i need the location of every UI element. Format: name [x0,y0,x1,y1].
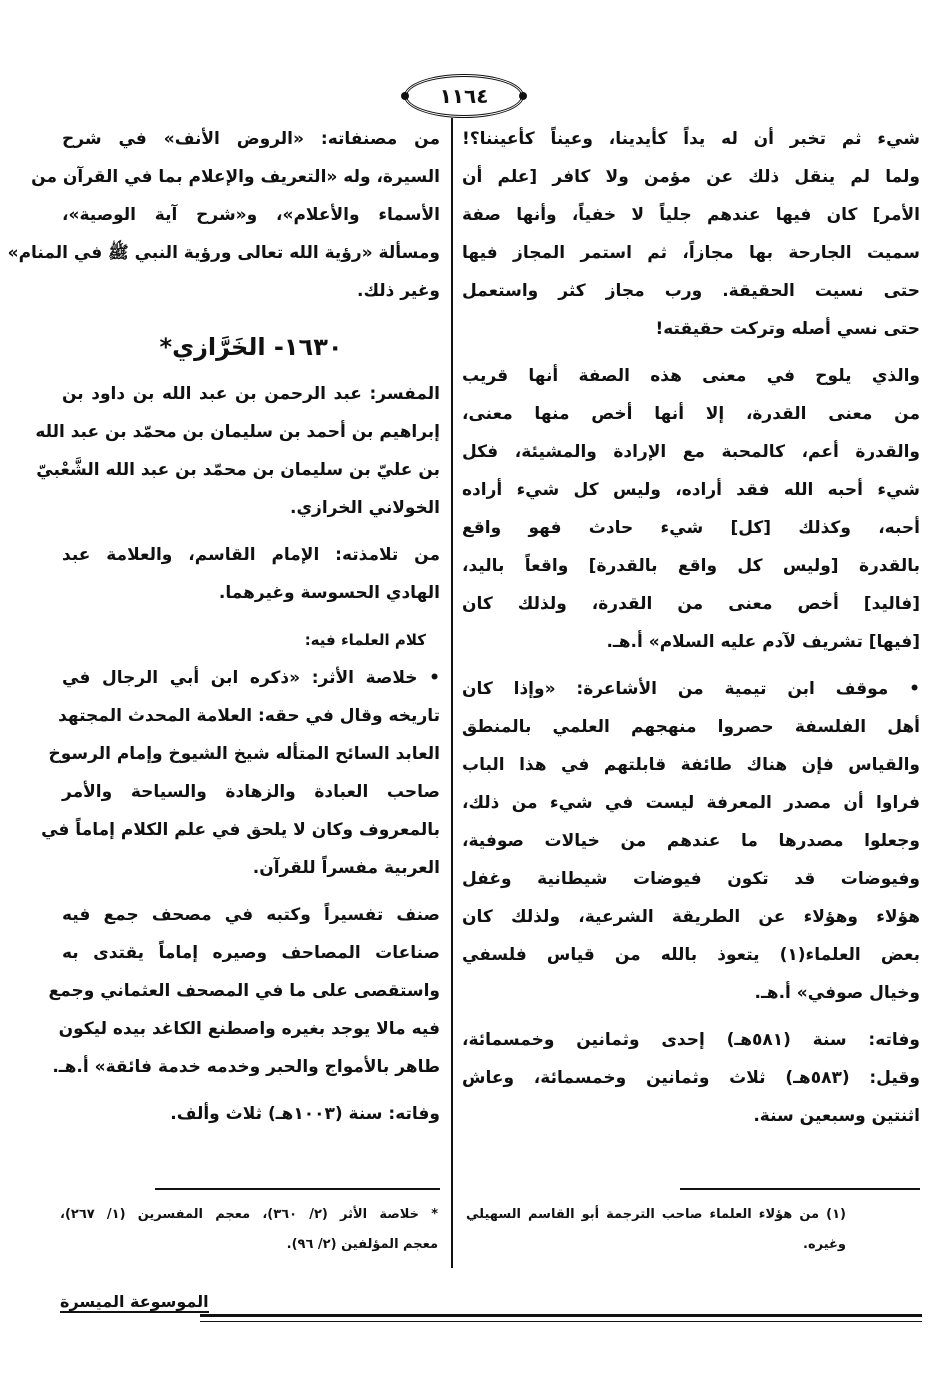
text-line: العابد السائح المتأله شيخ الشيوخ وإمام الرسوخ [48,744,440,764]
text-line: وغيره. [803,1237,846,1252]
text-line: فراوا أن مصدر المعرفة ليست في شيء من ذلك، [462,793,920,813]
text-line: [فيها] تشريف لآدم عليه السلام» أ.هـ. [606,632,920,652]
text-line: بالقدرة [وليس كل واقع بالقدرة] واقعاً باليد، [462,556,920,576]
text-line: * خلاصة الأثر (٢/ ٣٦٠)، معجم المفسرين (١/ ٢٦٧)، [60,1207,438,1222]
footnote-rule-right [680,1188,920,1190]
text-line: من معنى القدرة، إلا أنها أخص منها معنى، [462,404,920,424]
text-line: الأمر] كان فيها عندهم جلياً لا خفياً، وأنها صفة [462,205,920,225]
text-line: وفاته: سنة (١٠٠٣هـ) ثلاث وألف. [170,1104,440,1124]
text-line: بن عليّ بن سليمان بن محمّد بن عبد الله الشَّعْبيّ [36,460,440,480]
name-paragraph [35,375,440,527]
right-column [462,120,920,1144]
text-line: معجم المؤلفين (٢/ ٩٦). [286,1237,438,1252]
text-line: حتى نسي أصله وتركت حقيقته! [655,319,920,339]
column-divider [451,118,453,1268]
text-line: والقدرة أعم، كالمحبة مع الإرادة والمشيئة، فكل [462,442,920,462]
paragraph [462,120,920,348]
text-line: سميت الجارحة بها مجازاً، ثم استمر المجاز فيها [462,243,920,263]
text-line: والذي يلوح في معنى هذه الصفة أنها قريب [462,366,920,386]
text-line: طاهر بالأمواج والحبر وخدمه خدمة فائقة» أ.هـ. [52,1057,440,1077]
paragraph [462,1021,920,1135]
text-line: (١) من هؤلاء العلماء صاحب الترجمة أبو القاسم السهيلي [466,1207,846,1222]
text-line: العربية مفسراً للقرآن. [252,858,440,878]
death-paragraph [62,1095,440,1133]
intro-paragraph [7,120,440,310]
text-line: وفاته: سنة (٥٨١هـ) إحدى وثمانين وخمسمائة، [462,1030,920,1050]
text-line: حتى نسيت الحقيقة. ورب مجاز كثر واستعمل [462,281,920,301]
text-line: بالمعروف وكان لا يلحق في علم الكلام إماماً في [41,820,440,840]
text-line: وجعلوا مصدرها ما عندهم من خيالات صوفية، [462,831,920,851]
text-line: بعض العلماء(١) يتعوذ بالله من قياس فلسفي [462,945,920,965]
paragraph [462,670,920,1012]
text-line: الأسماء والأعلام»، و«شرح آية الوصية»، [62,205,440,225]
footer-title: الموسوعة الميسرة [60,1292,209,1311]
text-line: • خلاصة الأثر: «ذكره ابن أبي الرجال في [62,668,440,688]
text-line: من مصنفاته: «الروض الأنف» في شرح [62,129,440,149]
text-line: أهل الفلسفة حصروا منهجهم العلمي بالمنطق [462,717,920,737]
text-line: صناعات المصاحف وصيره إماماً يقتدى به [62,943,440,963]
text-line: الخولاني الخرازي. [290,498,440,518]
text-line: صاحب العبادة والزهادة والسياحة والأمر [62,782,440,802]
text-line: والقياس فإن هناك طائفة قابلتهم في هذا الباب [462,755,920,775]
text-line: وغير ذلك. [356,281,440,301]
footnote-left [60,1200,438,1260]
text-line: واستقصى على ما في المصحف العثماني وجمع [48,981,440,1001]
text-line: فيه مالا يوجد بغيره واصطنع الكاغد بيده ليكون [58,1019,440,1039]
footer-rule [200,1314,922,1322]
text-line: الهادي الحسوسة وغيرهما. [218,583,440,603]
text-line: هؤلاء وهؤلاء عن الطريقة الشرعية، ولذلك كان [462,907,920,927]
students-paragraph [62,536,440,612]
text-line: [فاليد] أخص معنى من القدرة، ولذلك كان [462,594,920,614]
tafsir-paragraph [48,896,440,1086]
text-line: صنف تفسيراً وكتبه في مصحف جمع فيه [62,905,440,925]
left-column [7,120,440,1142]
text-line: • موقف ابن تيمية من الأشاعرة: «وإذا كان [462,679,920,699]
text-line: تاريخه وقال في حقه: العلامة المحدث المجتهد [58,706,440,726]
text-line: وفيوضات قد تكون فيوضات شيطانية وغفل [462,869,920,889]
scholars-heading: كلام العلماء فيه: [304,631,426,649]
text-line: وخيال صوفي» أ.هـ. [754,983,920,1003]
quote-paragraph [41,659,440,887]
footnote-right [466,1200,846,1260]
text-line: ومسألة «رؤية الله تعالى ورؤية النبي ﷺ في المنام» [7,243,440,263]
text-line: إبراهيم بن أحمد بن سليمان بن محمّد بن عبد الله [35,422,440,442]
text-line: من تلامذته: الإمام القاسم، والعلامة عبد [62,545,440,565]
text-line: ولما لم ينقل ذلك عن مؤمن ولا كافر [علم أن [462,167,920,187]
text-line: أحبه، وكذلك [كل] شيء حادث فهو واقع [462,518,920,538]
footnote-rule-left [155,1188,440,1190]
text-line: وقيل: (٥٨٣هـ) ثلاث وثمانين وخمسمائة، وعاش [462,1068,920,1088]
entry-title: ١٦٣٠- الخَرَّازي* [159,333,343,361]
text-line: شيء أحبه الله فقد أراده، وليس كل شيء أراده [462,480,920,500]
page-number: ١١٦٤ [404,74,524,118]
footer [60,1290,922,1330]
text-line: شيء ثم تخبر أن له يداً كأيدينا، وعيناً كأعيننا؟! [462,129,920,149]
text-line: اثنتين وسبعين سنة. [753,1106,920,1126]
paragraph [462,357,920,661]
text-line: السيرة، وله «التعريف والإعلام بما في القرآن من [31,167,440,187]
text-line: المفسر: عبد الرحمن بن عبد الله بن داود بن [62,384,440,404]
